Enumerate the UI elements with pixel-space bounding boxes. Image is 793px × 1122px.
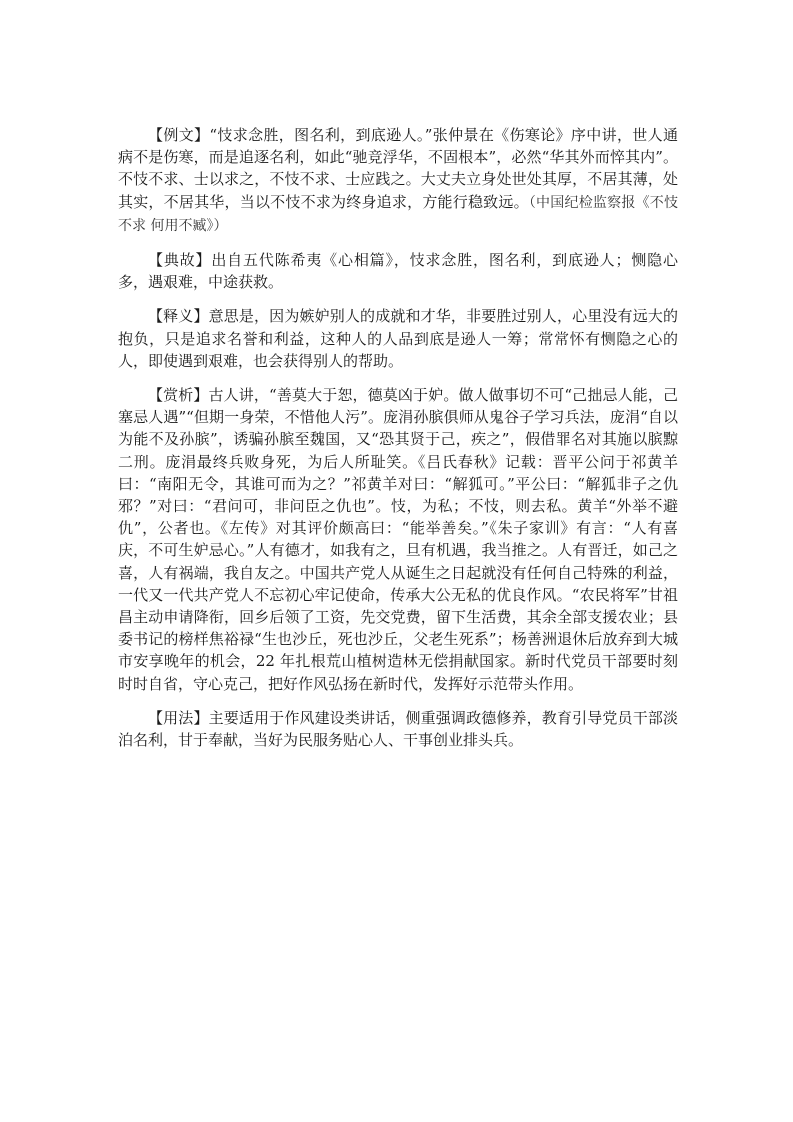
paragraph-text-analysis: 古人讲，“善莫大于恕，德莫凶于妒。做人做事切不可“己拙忌人能，己塞忌人遇”“但期一身荣，不惜他人污”。庞涓孙膑俱师从鬼谷子学习兵法，庞涓“自以为能不及孙膑”，诱骗孙膑至魏国，又“恐其贤于己，疾之”，假借罪名对其施以膑黥二刑。庞涓最终兵败身死，为后人所耻笑。《吕氏春秋》记载：晋平公问于祁黄羊曰：“南阳无令，其谁可而为之？”祁黄羊对曰：“解狐可。”平公曰：“解狐非子之仇邪？”对曰：“君问可，非问臣之仇也”。忮，为私；不忮，则去私。黄羊“外举不避仇”，公者也。《左传》对其评价颇高曰：“能举善矣。”《朱子家训》有言：“人有喜庆，不可生妒忌心。”人有德才，如我有之，旦有机遇，我当推之。人有晋迁，如己之喜，人有祸端，我自友之。中国共产党人从诞生之日起就没有任何自己特殊的利益，一代又一代共产党人不忘初心牢记使命，传承大公无私的优良作风。“农民将军”甘祖昌主动申请降衔，回乡后领了工资，先交党费，留下生活费，其余全部支援农业；县委书记的榜样焦裕禄“生也沙丘，死也沙丘，父老生死系”；杨善洲退休后放弃到大城市安享晚年的机会，22 年扎根荒山植树造林无偿捐献国家。新时代党员干部要时刻时时自省，守心克己，把好作风弘扬在新时代，发挥好示范带头作用。 xyxy=(118,386,678,693)
paragraph-example xyxy=(118,124,678,237)
section-tag-example: 【例文】 xyxy=(148,126,210,144)
paragraph-usage xyxy=(118,707,678,751)
citation-source: （中国纪检监察报《不忮不求 何用不臧》） xyxy=(118,194,679,234)
paragraph-text-usage: 主要适用于作风建设类讲话，侧重强调政德修养，教育引导党员干部淡泊名利，甘于奉献，当好为民服务贴心人、干事创业排头兵。 xyxy=(118,708,678,750)
paragraph-analysis xyxy=(118,384,678,695)
paragraph-text-example: “忮求念胜，图名利，到底逊人。”张仲景在《伤寒论》序中讲，世人通病不是伤寒，而是追逐名利，如此“驰竞浮华，不固根本”，必然“华其外而悴其内”。不忮不求、士以求之，不忮不求、士应践之。大丈夫立身处世处其厚，不居其薄，处其实，不居其华，当以不忮不求为终身追求，方能行稳致远。 xyxy=(118,126,678,211)
section-tag-origin: 【典故】 xyxy=(148,251,212,270)
document-body xyxy=(118,124,678,763)
section-tag-meaning: 【释义】 xyxy=(148,307,209,326)
paragraph-text-origin: 出自五代陈希夷《心相篇》，忮求念胜，图名利，到底逊人；恻隐心多，遇艰难，中途获救。 xyxy=(118,251,678,292)
paragraph-meaning xyxy=(118,305,678,372)
section-tag-analysis: 【赏析】 xyxy=(148,386,209,405)
paragraph-origin xyxy=(118,249,678,293)
paragraph-text-meaning: 意思是，因为嫉妒别人的成就和才华，非要胜过别人，心里没有远大的抱负，只是追求名誉和利益，这种人的人品到底是逊人一筹；常常怀有恻隐之心的人，即使遇到艰难，也会获得别人的帮助。 xyxy=(118,307,678,370)
section-tag-usage: 【用法】 xyxy=(148,708,209,727)
